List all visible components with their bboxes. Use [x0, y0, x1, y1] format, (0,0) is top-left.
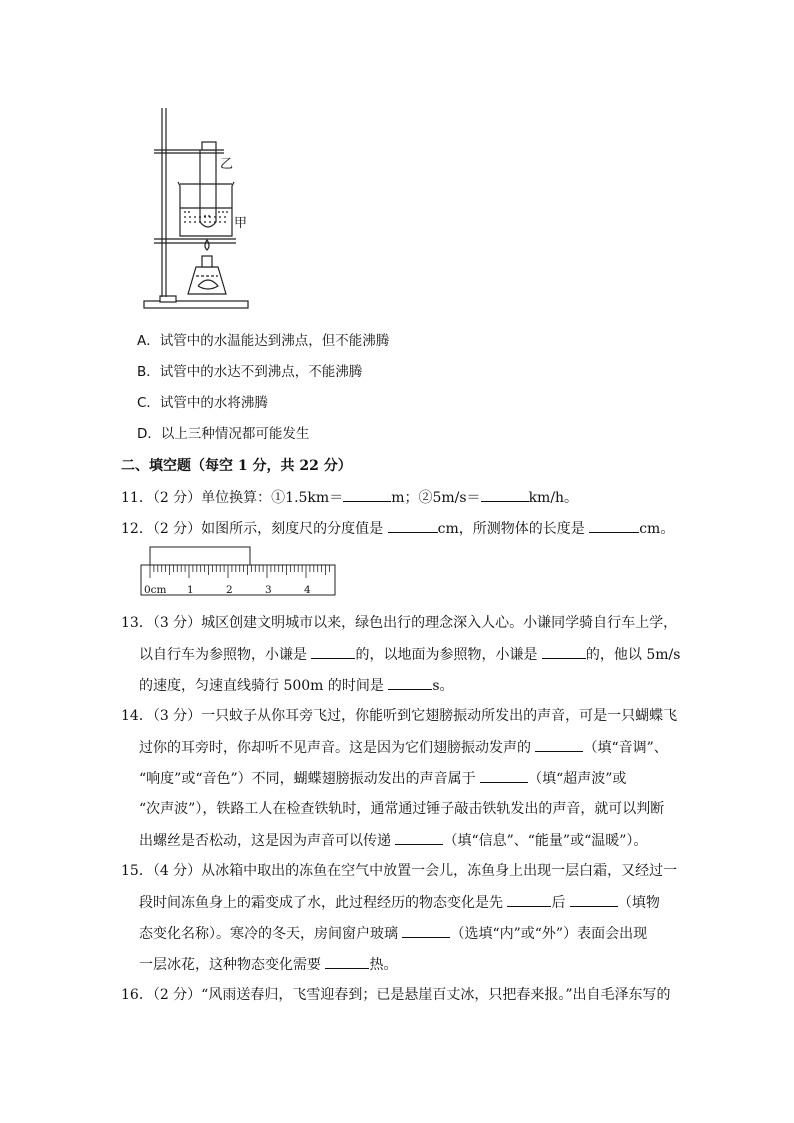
question-13-line-1: 13．（3 分）城区创建文明城市以来，绿色出行的理念深入人心。小谦同学骑自行车上学， [121, 615, 678, 631]
question-15-line-4: 一层冰花，这种物态变化需要 热。 [139, 954, 397, 975]
blank [542, 644, 586, 659]
ruler-label-2: 2 [226, 584, 233, 596]
blank [481, 487, 529, 502]
question-12: 12．（2 分）如图所示，刻度尺的分度值是 cm，所测物体的长度是 cm。 [121, 518, 674, 539]
beaker [178, 182, 234, 236]
question-15-line-1: 15．（4 分）从冰箱中取出的冻鱼在空气中放置一会儿，冻鱼身上出现一层白霜，又经过一 [121, 863, 678, 879]
blank [311, 644, 355, 659]
question-13-line-3: 的速度，匀速直线骑行 500m 的时间是 s。 [139, 675, 454, 696]
blank [343, 487, 391, 502]
blank [535, 737, 583, 752]
blank [589, 518, 639, 533]
question-13-line-2: 以自行车为参照物，小谦是 的，以地面为参照物，小谦是 的，他以 5m/s [139, 644, 680, 665]
measured-object [150, 547, 250, 565]
section-title: 二、填空题（每空 1 分，共 22 分） [121, 458, 352, 474]
label-jia: 甲 [234, 216, 248, 231]
option-a: A．试管中的水温能达到沸点，但不能沸腾 [137, 333, 390, 349]
option-d: D．以上三种情况都可能发生 [137, 426, 310, 442]
question-15-line-2: 段时间冻鱼身上的霜变成了水，此过程经历的物态变化是先 后 （填物 [139, 892, 660, 913]
blank [325, 954, 369, 969]
blank [480, 768, 528, 783]
option-b: B．试管中的水达不到沸点，不能沸腾 [137, 364, 363, 380]
ruler-figure [140, 546, 338, 598]
blank [388, 675, 432, 690]
ruler-label-4: 4 [304, 584, 311, 596]
boiling-apparatus-figure [138, 104, 258, 310]
question-14-line-1: 14．（3 分）一只蚊子从你耳旁飞过，你能听到它翅膀振动所发出的声音，可是一只蝴蝶飞 [121, 708, 678, 724]
question-14-line-4: “次声波”），铁路工人在检查铁轨时，通常通过锤子敲击铁轨发出的声音，就可以判断 [139, 801, 665, 817]
blank [507, 892, 551, 907]
blank [402, 923, 450, 938]
question-14-line-2: 过你的耳旁时，你却听不见声音。这是因为它们翅膀振动发声的 （填“音调”、 [139, 737, 668, 758]
blank [395, 830, 443, 845]
question-15-line-3: 态变化名称）。寒冷的冬天，房间窗户玻璃 （选填“内”或“外”）表面会出现 [139, 923, 647, 944]
question-16-line-1: 16．（2 分）“风雨送春归，飞雪迎春到；已是悬崖百丈冰，只把春来报。”出自毛泽东写的 [121, 987, 671, 1003]
label-yi: 乙 [220, 157, 234, 172]
blank [570, 892, 618, 907]
ruler-label-3: 3 [265, 584, 272, 596]
question-14-line-3: “响度”或“音色”）不同，蝴蝶翅膀振动发出的声音属于 （填“超声波”或 [139, 768, 626, 789]
question-14-line-5: 出螺丝是否松动，这是因为声音可以传递 （填“信息”、“能量”或“温暖”）。 [139, 830, 647, 851]
option-c: C．试管中的水将沸腾 [137, 395, 268, 411]
ruler-label-0: 0cm [144, 584, 167, 596]
blank [388, 518, 438, 533]
question-11: 11．（2 分）单位换算：①1.5km＝ m；②5m/s＝ km/h。 [121, 487, 578, 508]
ruler-label-1: 1 [187, 584, 194, 596]
